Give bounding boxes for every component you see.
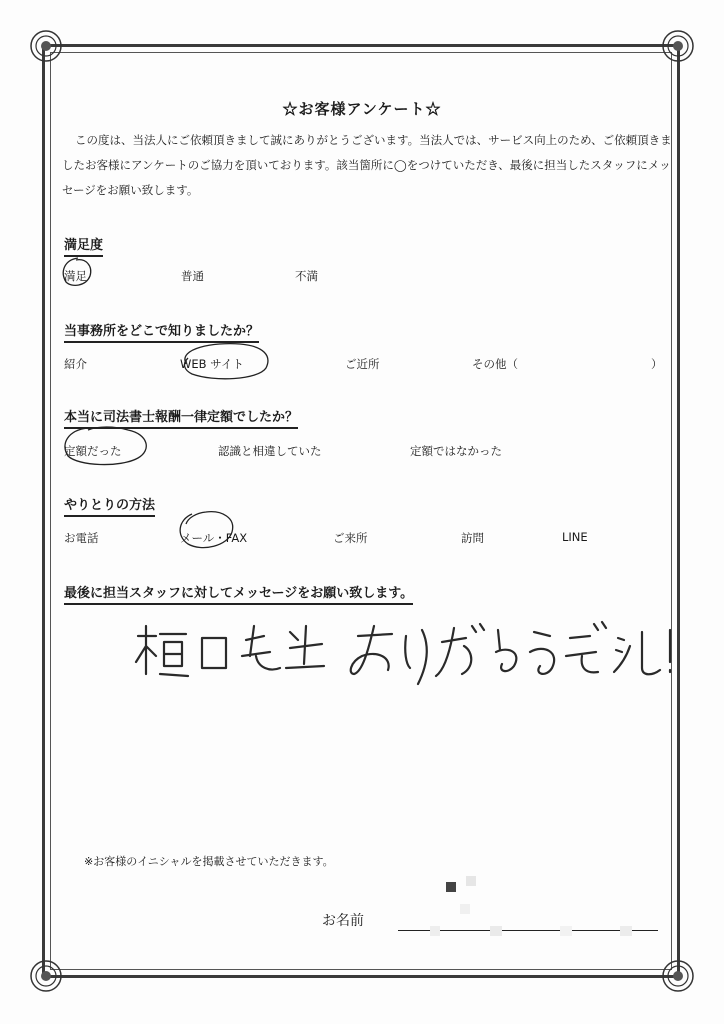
satisfaction-option-satisfied[interactable]: 満足 — [64, 269, 87, 283]
corner-ornament-top-left — [28, 28, 64, 64]
page-title: ☆お客様アンケート☆ — [282, 100, 442, 118]
corner-ornament-bottom-left — [28, 958, 64, 994]
corner-ornament-bottom-right — [660, 958, 696, 994]
satisfaction-option-dissatisfied[interactable]: 不満 — [295, 269, 318, 283]
redaction-mosaic — [620, 926, 632, 936]
contact-option-home-visit[interactable]: 訪問 — [461, 531, 484, 545]
source-option-neighborhood[interactable]: ご近所 — [345, 357, 380, 371]
redaction-mosaic — [560, 926, 572, 936]
corner-ornament-top-right — [660, 28, 696, 64]
fee-option-different[interactable]: 認識と相違していた — [218, 444, 322, 458]
fee-option-not-fixed[interactable]: 定額ではなかった — [410, 444, 502, 458]
satisfaction-heading: 満足度 — [64, 234, 103, 257]
redaction-mosaic — [490, 926, 502, 936]
contact-option-visit-office[interactable]: ご来所 — [333, 531, 368, 545]
handwritten-message — [130, 612, 690, 712]
contact-heading: やりとりの方法 — [64, 494, 155, 517]
source-heading: 当事務所をどこで知りましたか？ — [64, 320, 259, 343]
initials-note: ※お客様のイニシャルを掲載させていただきます。 — [84, 855, 334, 868]
contact-option-line[interactable]: LINE — [562, 530, 588, 544]
contact-option-phone[interactable]: お電話 — [64, 531, 99, 545]
source-option-other[interactable]: その他（ — [472, 357, 518, 371]
redaction-mosaic — [430, 926, 440, 936]
intro-paragraph: この度は、当法人にご依頼頂きまして誠にありがとうございます。当法人では、サービス向上のため、ご依頼頂きましたお客様にアンケートのご協力を頂いております。該当箇所に◯をつけていただき、最後に担当したスタッフにメッセージをお願い致します。 — [62, 133, 672, 197]
fee-option-fixed[interactable]: 定額だった — [64, 444, 122, 458]
satisfaction-option-average[interactable]: 普通 — [181, 269, 204, 283]
source-option-other-close: ） — [651, 357, 663, 371]
redaction-mosaic — [446, 882, 456, 892]
contact-option-mail-fax[interactable]: メール・FAX — [180, 531, 248, 545]
name-label: お名前 — [322, 913, 364, 929]
fee-heading: 本当に司法書士報酬一律定額でしたか？ — [64, 406, 298, 429]
redaction-mosaic — [466, 876, 476, 886]
source-option-website[interactable]: WEB サイト — [180, 357, 244, 371]
redaction-mosaic — [460, 904, 470, 914]
source-option-referral[interactable]: 紹介 — [64, 357, 87, 371]
message-heading: 最後に担当スタッフに対してメッセージをお願い致します。 — [64, 582, 413, 605]
